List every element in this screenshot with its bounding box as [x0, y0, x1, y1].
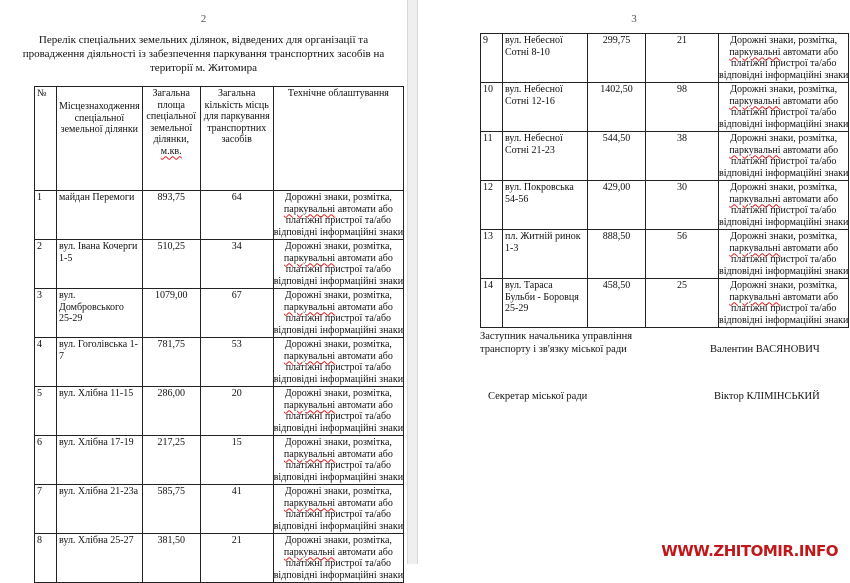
- tech-line: відповідні інформаційні знаки: [719, 216, 849, 228]
- tech-line: [719, 96, 848, 108]
- row-num: 1: [35, 191, 57, 240]
- tech-line: відповідні інформаційні знаки: [273, 422, 404, 434]
- row-num: 12: [481, 181, 503, 230]
- tech-line: відповідні інформаційні знаки: [273, 324, 404, 336]
- row-num: 9: [481, 34, 503, 83]
- row-location: вул. Хлібна 17-19: [57, 436, 143, 485]
- row-tech: [719, 181, 849, 230]
- tech-line: відповідні інформаційні знаки: [273, 226, 404, 238]
- row-location: вул. Хлібна 21-23а: [57, 485, 143, 534]
- table-row: [35, 191, 404, 240]
- signature-position: [480, 330, 632, 356]
- table-row: [35, 436, 404, 485]
- row-tech: [719, 230, 849, 279]
- tech-word: автомати або: [780, 291, 839, 303]
- row-tech: [719, 34, 849, 83]
- row-tech: [719, 279, 849, 328]
- tech-line: [719, 292, 848, 304]
- tech-line: [719, 194, 848, 206]
- tech-word: автомати або: [335, 301, 393, 313]
- position-line: Заступник начальника управління: [480, 331, 633, 342]
- row-count: 15: [200, 436, 273, 485]
- tech-line: відповідні інформаційні знаки: [719, 265, 849, 277]
- row-count: 30: [646, 181, 719, 230]
- row-tech: [273, 436, 403, 485]
- tech-line: Дорожні знаки, розмітка,: [284, 535, 392, 546]
- row-count: 64: [200, 191, 273, 240]
- document-title: [0, 33, 407, 75]
- position-line: транспорту і зв'язку міської ради: [480, 344, 627, 355]
- row-area: 510,25: [142, 240, 200, 289]
- row-location: вул. Хлібна 11-15: [57, 387, 143, 436]
- tech-line: [274, 400, 403, 412]
- tech-line: Дорожні знаки, розмітка,: [730, 280, 838, 291]
- tech-line: платіжні пристрої та/або: [731, 156, 837, 167]
- table-row: [481, 132, 849, 181]
- tech-word: паркувальні: [283, 252, 336, 264]
- row-num: 14: [481, 279, 503, 328]
- row-tech: [273, 338, 403, 387]
- tech-word: автомати або: [780, 242, 839, 254]
- page-number: 2: [200, 13, 207, 25]
- table-row: [481, 230, 849, 279]
- tech-line: [274, 204, 403, 216]
- table-header-row: [35, 87, 404, 191]
- tech-line: платіжні пристрої та/або: [285, 411, 392, 422]
- row-num: 5: [35, 387, 57, 436]
- tech-word: паркувальні: [729, 193, 781, 205]
- header-tech: Технічне облаштування: [273, 87, 403, 191]
- row-location: вул. Тараса Бульби - Боровця 25-29: [503, 279, 588, 328]
- row-area: 299,75: [588, 34, 646, 83]
- tech-line: [274, 253, 403, 265]
- page-number: 3: [631, 13, 637, 25]
- document-page-3: [418, 0, 850, 564]
- tech-line: Дорожні знаки, розмітка,: [284, 486, 392, 497]
- tech-word: автомати або: [335, 252, 393, 264]
- row-area: 888,50: [588, 230, 646, 279]
- header-area-text: Загальна площа спеціальної земельної ділянки,: [146, 88, 196, 145]
- tech-line: платіжні пристрої та/або: [285, 460, 392, 471]
- signature-name: Валентин ВАСЯНОВИЧ: [710, 344, 820, 355]
- row-area: 429,00: [588, 181, 646, 230]
- tech-word: паркувальні: [283, 203, 336, 215]
- table-row: [481, 279, 849, 328]
- tech-line: Дорожні знаки, розмітка,: [284, 192, 392, 203]
- tech-word: автомати або: [780, 193, 839, 205]
- tech-line: Дорожні знаки, розмітка,: [284, 388, 392, 399]
- table-row: [481, 34, 849, 83]
- row-count: 67: [200, 289, 273, 338]
- table-row: [35, 485, 404, 534]
- table-row: [35, 534, 404, 583]
- row-area: 1079,00: [142, 289, 200, 338]
- tech-word: паркувальні: [283, 350, 336, 362]
- row-num: 7: [35, 485, 57, 534]
- row-location: вул. Івана Кочерги 1-5: [57, 240, 143, 289]
- tech-line: Дорожні знаки, розмітка,: [730, 84, 838, 95]
- tech-word: автомати або: [335, 350, 393, 362]
- tech-line: платіжні пристрої та/або: [285, 215, 392, 226]
- tech-word: автомати або: [335, 448, 393, 460]
- row-area: 286,00: [142, 387, 200, 436]
- row-tech: [273, 289, 403, 338]
- title-line: Перелік спеціальних земельних ділянок, відведених для організації та: [38, 34, 369, 46]
- row-tech: [273, 240, 403, 289]
- page-gap: [407, 0, 418, 564]
- row-tech: [273, 485, 403, 534]
- tech-line: Дорожні знаки, розмітка,: [730, 182, 838, 193]
- row-location: пл. Житній ринок 1-3: [503, 230, 588, 279]
- row-num: 11: [481, 132, 503, 181]
- tech-line: платіжні пристрої та/або: [731, 254, 837, 265]
- row-tech: [273, 387, 403, 436]
- tech-line: Дорожні знаки, розмітка,: [730, 35, 838, 46]
- row-num: 3: [35, 289, 57, 338]
- row-tech: [719, 83, 849, 132]
- signature-name: Віктор КЛІМІНСЬКИЙ: [714, 391, 820, 402]
- row-num: 6: [35, 436, 57, 485]
- tech-line: платіжні пристрої та/або: [731, 303, 837, 314]
- row-area: 585,75: [142, 485, 200, 534]
- row-count: 25: [646, 279, 719, 328]
- tech-line: платіжні пристрої та/або: [731, 107, 837, 118]
- tech-word: паркувальні: [729, 144, 781, 156]
- tech-line: відповідні інформаційні знаки: [273, 373, 404, 385]
- row-num: 2: [35, 240, 57, 289]
- tech-word: паркувальні: [283, 399, 336, 411]
- document-page-2: [0, 0, 407, 581]
- row-count: 53: [200, 338, 273, 387]
- table-row: [35, 289, 404, 338]
- tech-line: відповідні інформаційні знаки: [273, 520, 404, 532]
- tech-line: Дорожні знаки, розмітка,: [730, 133, 838, 144]
- tech-line: платіжні пристрої та/або: [285, 264, 392, 275]
- tech-line: [274, 351, 403, 363]
- row-num: 13: [481, 230, 503, 279]
- row-location: вул. Небесної Сотні 12-16: [503, 83, 588, 132]
- tech-word: паркувальні: [729, 242, 781, 254]
- row-num: 4: [35, 338, 57, 387]
- row-area: 544,50: [588, 132, 646, 181]
- row-area: 458,50: [588, 279, 646, 328]
- header-area-unit: м.кв.: [160, 145, 182, 157]
- signature-position: Секретар міської ради: [488, 391, 588, 402]
- tech-line: Дорожні знаки, розмітка,: [284, 290, 392, 301]
- tech-line: відповідні інформаційні знаки: [719, 167, 849, 179]
- tech-word: паркувальні: [283, 448, 336, 460]
- tech-line: [719, 47, 848, 59]
- tech-word: паркувальні: [283, 546, 336, 558]
- tech-word: автомати або: [780, 46, 839, 58]
- title-line: території м. Житомира: [150, 62, 257, 74]
- tech-word: автомати або: [335, 497, 393, 509]
- row-location: вул. Небесної Сотні 21-23: [503, 132, 588, 181]
- tech-line: Дорожні знаки, розмітка,: [284, 339, 392, 350]
- row-count: 21: [200, 534, 273, 583]
- tech-line: [274, 498, 403, 510]
- row-area: 217,25: [142, 436, 200, 485]
- title-line: провадження діяльності із забезпечення паркування транспортних засобів на: [22, 48, 385, 60]
- row-location: вул. Хлібна 25-27: [57, 534, 143, 583]
- header-count: Загальна кількість місць для паркування транспортних засобів: [200, 87, 273, 191]
- row-location: вул. Небесної Сотні 8-10: [503, 34, 588, 83]
- row-count: 56: [646, 230, 719, 279]
- table-row: [35, 240, 404, 289]
- row-count: 38: [646, 132, 719, 181]
- table-row: [35, 338, 404, 387]
- tech-line: відповідні інформаційні знаки: [273, 471, 404, 483]
- tech-line: Дорожні знаки, розмітка,: [284, 241, 392, 252]
- tech-line: платіжні пристрої та/або: [731, 205, 837, 216]
- tech-line: відповідні інформаційні знаки: [273, 275, 404, 287]
- tech-line: [274, 547, 403, 559]
- row-location: вул. Гоголівська 1-7: [57, 338, 143, 387]
- row-tech: [273, 191, 403, 240]
- row-count: 98: [646, 83, 719, 132]
- parking-table: [34, 86, 404, 583]
- row-count: 21: [646, 34, 719, 83]
- tech-word: паркувальні: [283, 301, 336, 313]
- tech-line: Дорожні знаки, розмітка,: [730, 231, 838, 242]
- tech-word: автомати або: [335, 399, 393, 411]
- table-row: [481, 181, 849, 230]
- tech-line: платіжні пристрої та/або: [285, 558, 392, 569]
- row-count: 20: [200, 387, 273, 436]
- row-location: вул. Домбровського 25-29: [57, 289, 143, 338]
- tech-line: відповідні інформаційні знаки: [719, 314, 849, 326]
- row-tech: [719, 132, 849, 181]
- tech-line: відповідні інформаційні знаки: [719, 118, 849, 130]
- tech-line: [274, 449, 403, 461]
- tech-word: автомати або: [780, 95, 839, 107]
- parking-table-continued: [480, 33, 849, 328]
- tech-word: автомати або: [335, 203, 393, 215]
- tech-word: автомати або: [335, 546, 393, 558]
- row-area: 1402,50: [588, 83, 646, 132]
- tech-line: платіжні пристрої та/або: [285, 509, 392, 520]
- header-location: Місцезнаходження спеціальної земельної ділянки: [57, 87, 143, 191]
- row-count: 34: [200, 240, 273, 289]
- table-row: [481, 83, 849, 132]
- row-area: 893,75: [142, 191, 200, 240]
- tech-line: платіжні пристрої та/або: [285, 313, 392, 324]
- row-area: 381,50: [142, 534, 200, 583]
- tech-word: паркувальні: [729, 95, 781, 107]
- tech-line: відповідні інформаційні знаки: [719, 69, 849, 81]
- header-num: №: [35, 87, 57, 191]
- tech-line: відповідні інформаційні знаки: [273, 569, 404, 581]
- tech-line: [274, 302, 403, 314]
- tech-word: паркувальні: [729, 291, 781, 303]
- header-area: [142, 87, 200, 191]
- row-count: 41: [200, 485, 273, 534]
- watermark-logo: WWW.ZHITOMIR.INFO: [661, 542, 838, 560]
- row-num: 10: [481, 83, 503, 132]
- tech-word: паркувальні: [283, 497, 336, 509]
- row-area: 781,75: [142, 338, 200, 387]
- tech-line: платіжні пристрої та/або: [731, 58, 837, 69]
- tech-line: Дорожні знаки, розмітка,: [284, 437, 392, 448]
- tech-word: паркувальні: [729, 46, 781, 58]
- tech-line: платіжні пристрої та/або: [285, 362, 392, 373]
- row-num: 8: [35, 534, 57, 583]
- row-location: майдан Перемоги: [57, 191, 143, 240]
- table-row: [35, 387, 404, 436]
- tech-word: автомати або: [780, 144, 839, 156]
- row-tech: [273, 534, 403, 583]
- tech-line: [719, 243, 848, 255]
- row-location: вул. Покровська 54-56: [503, 181, 588, 230]
- tech-line: [719, 145, 848, 157]
